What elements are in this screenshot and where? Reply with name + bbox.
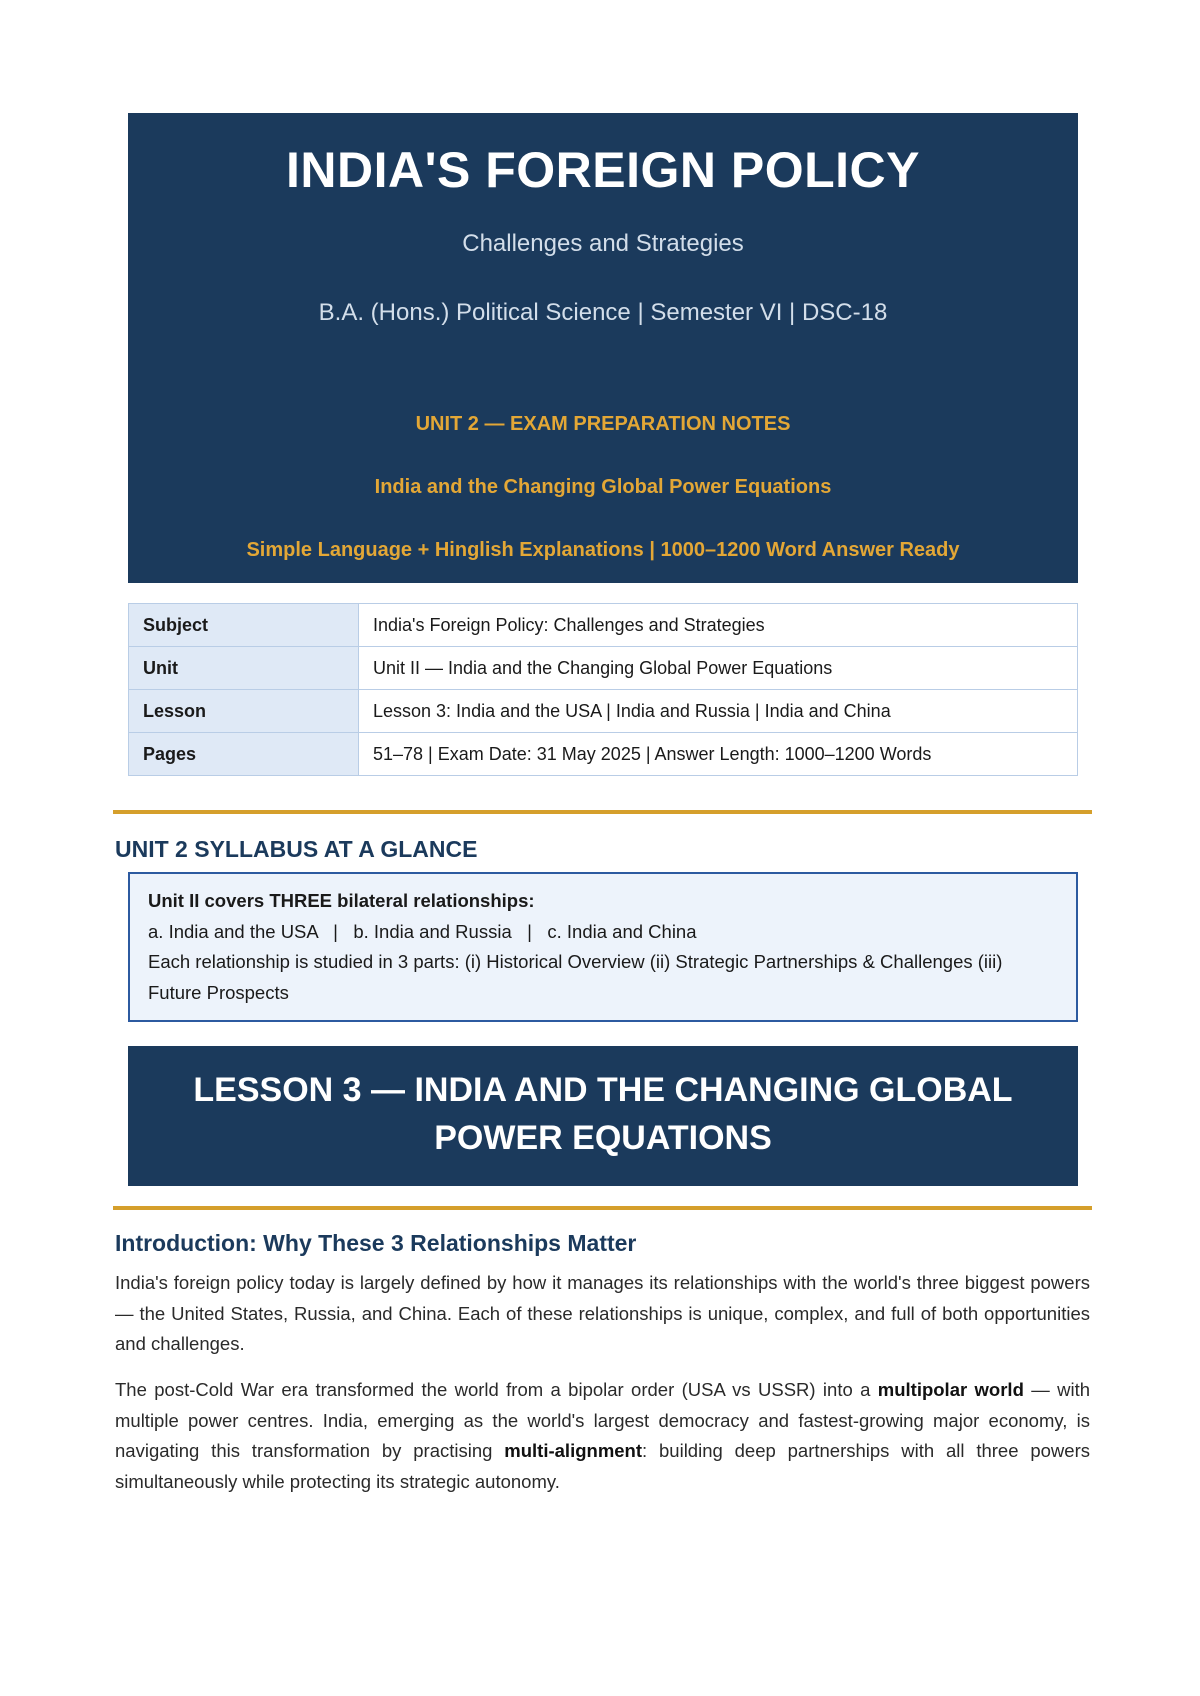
- relationships-line: a. India and the USA | b. India and Russia | c. India and China: [148, 920, 697, 942]
- lesson-banner: [128, 1046, 1078, 1186]
- unit-topic: India and the Changing Global Power Equations: [374, 476, 832, 498]
- para2-text: — with multiple power centres. India, emerging as the world's largest democracy and fastest-growing major economy, is navigating this transformation by practising: [115, 1379, 1090, 1461]
- gold-divider: [113, 1206, 1092, 1210]
- intro-paragraph-1: India's foreign policy today is largely defined by how it manages its relationships with the world's three biggest powers — the United States, Russia, and China. Each of these relationships is unique, complex, and full of both opportunities and challenges.: [115, 1272, 1090, 1354]
- table-key-cell: Lesson: [129, 690, 359, 733]
- title-banner: [128, 113, 1078, 583]
- introduction-heading: Introduction: Why These 3 Relationships Matter: [115, 1230, 637, 1256]
- unit-note: Simple Language + Hinglish Explanations | 1000–1200 Word Answer Ready: [246, 539, 960, 561]
- table-row: [129, 690, 1078, 733]
- table-key-cell: Subject: [129, 604, 359, 647]
- table-row: [129, 647, 1078, 690]
- intro-paragraph-2: [115, 1375, 1090, 1497]
- para2-text: The post-Cold War era transformed the world from a bipolar order (USA vs USSR) into a: [115, 1379, 878, 1400]
- emphasis-multipolar: multipolar world: [877, 1379, 1024, 1400]
- table-row: [129, 604, 1078, 647]
- course-line: B.A. (Hons.) Political Science | Semester VI | DSC-18: [318, 299, 888, 326]
- gold-divider: [113, 810, 1092, 814]
- info-table: [128, 603, 1078, 776]
- table-value-cell: India's Foreign Policy: Challenges and Strategies: [359, 604, 1078, 647]
- unit-label: UNIT 2 — EXAM PREPARATION NOTES: [415, 413, 791, 435]
- table-row: [129, 733, 1078, 776]
- table-value-cell: Unit II — India and the Changing Global Power Equations: [359, 647, 1078, 690]
- emphasis-multi-alignment: multi-alignment: [504, 1440, 643, 1461]
- table-value-cell: 51–78 | Exam Date: 31 May 2025 | Answer Length: 1000–1200 Words: [359, 733, 1078, 776]
- table-key-cell: Pages: [129, 733, 359, 776]
- lesson-title-line2: POWER EQUATIONS: [434, 1119, 772, 1157]
- lesson-title-line1: LESSON 3 — INDIA AND THE CHANGING GLOBAL: [193, 1071, 1013, 1109]
- document-title: INDIA'S FOREIGN POLICY: [285, 142, 921, 198]
- table-value-cell: Lesson 3: India and the USA | India and Russia | India and China: [359, 690, 1078, 733]
- table-key-cell: Unit: [129, 647, 359, 690]
- para2-text: : building deep partnerships with all three powers simultaneously while protecting its strategic autonomy.: [115, 1440, 1090, 1492]
- syllabus-box: [128, 872, 1078, 1022]
- syllabus-box-title: Unit II covers THREE bilateral relationships:: [148, 890, 535, 911]
- syllabus-heading: UNIT 2 SYLLABUS AT A GLANCE: [115, 836, 478, 862]
- parts-line: Each relationship is studied in 3 parts: (i) Historical Overview (ii) Strategic Partnerships & Challenges (iii) Future Prospects: [148, 951, 1003, 1003]
- document-subtitle: Challenges and Strategies: [462, 230, 744, 257]
